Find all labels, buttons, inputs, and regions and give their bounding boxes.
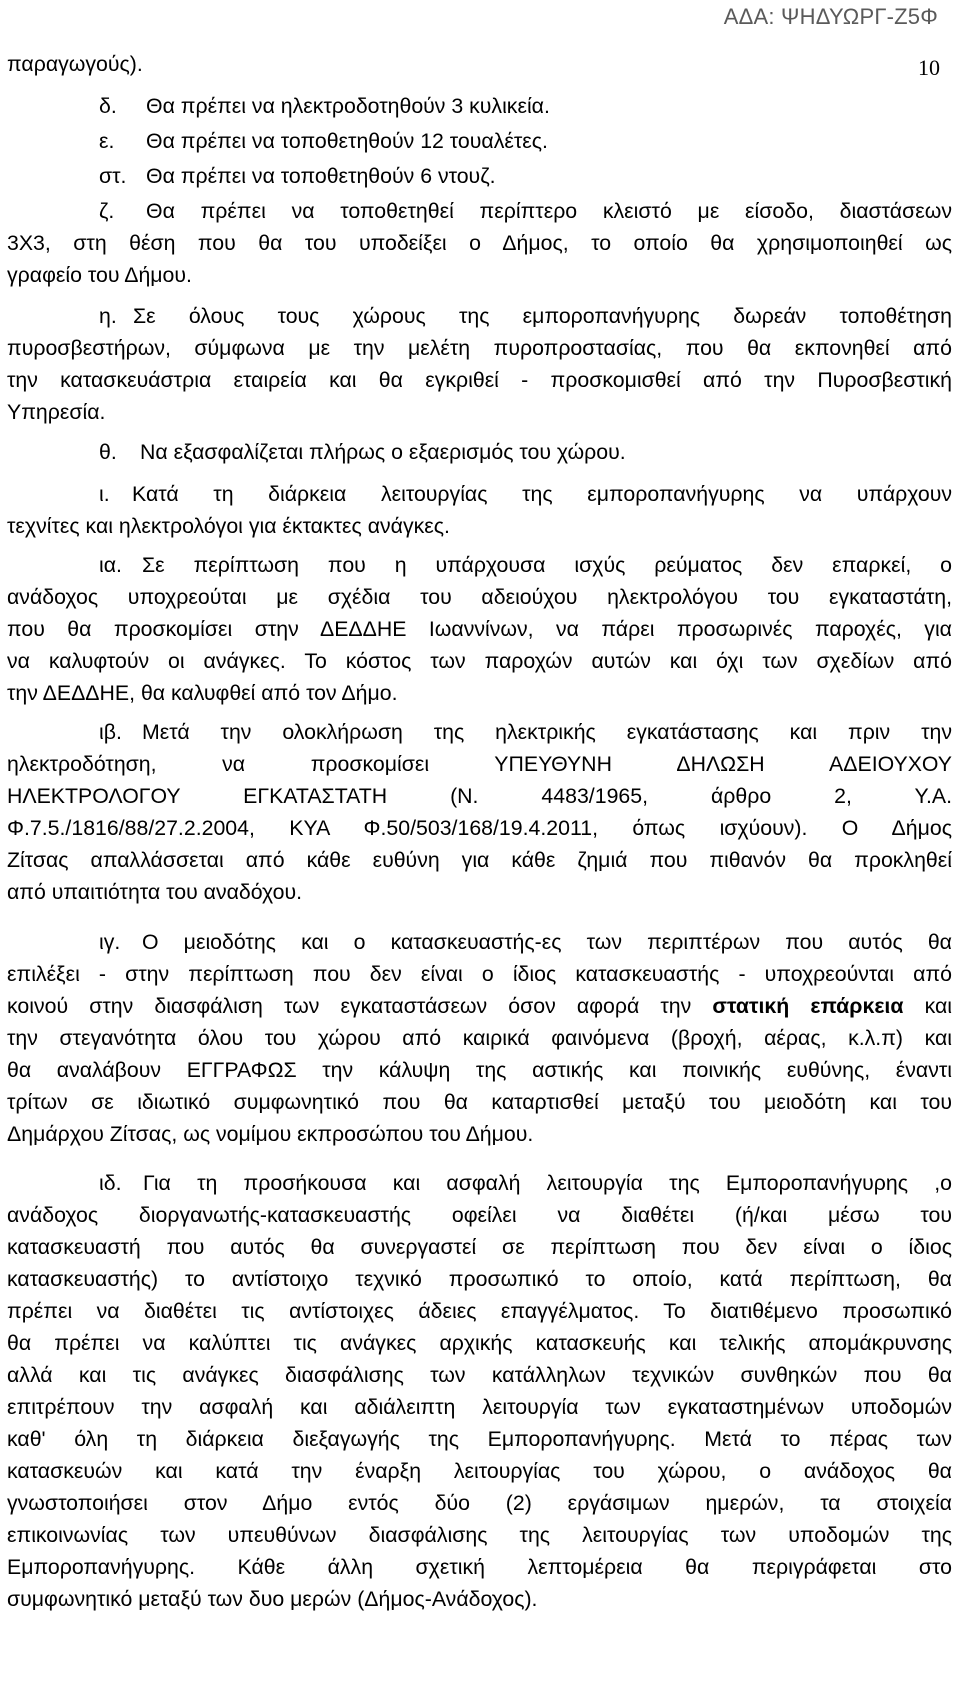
item-label: ια. (99, 553, 122, 577)
paragraph-line: επιλέξει - στην περίπτωση που δεν είναι ο ίδιος κατασκευαστής - υποχρεούνται από (7, 962, 952, 986)
item-theta (7, 437, 952, 467)
paragraph-line: ανάδοχος υποχρεούται με σχέδια του αδειούχου ηλεκτρολόγου του εγκαταστάτη, (7, 585, 952, 609)
paragraph-line: κατασκευών και κατά την έναρξη λειτουργίας του χώρου, ο ανάδοχος θα (7, 1459, 952, 1483)
paragraph-line: ανάδοχος διοργανωτής-κατασκευαστής οφείλει να διαθέτει (ή/και μέσω του (7, 1203, 952, 1227)
item-label: ιγ. (99, 930, 121, 954)
paragraph-line: την ΔΕΔΔΗΕ, θα καλυφθεί από τον Δήμο. (7, 681, 398, 705)
paragraph-line: καθ' όλη τη διάρκεια διεξαγωγής της Εμποροπανήγυρης. Μετά το πέρας των (7, 1427, 952, 1451)
item-text: Να εξασφαλίζεται πλήρως ο εξαερισμός του χώρου. (140, 440, 626, 464)
paragraph-line: τεχνίτες και ηλεκτρολόγοι για έκτακτες ανάγκες. (7, 514, 450, 538)
paragraph-line: ιβ. Μετά την ολοκλήρωση της ηλεκτρικής εγκατάστασης και πριν την (7, 717, 952, 747)
paragraph-line: κατασκευαστής) το αντίστοιχο τεχνικό προσωπικό το οποίο, κατά περίπτωση, θα (7, 1267, 952, 1291)
item-label: ιδ. (99, 1171, 122, 1195)
paragraph-line: γραφείο του Δήμου. (7, 263, 192, 287)
item-label: η. (99, 304, 117, 328)
paragraph-line: συμφωνητικό μεταξύ των δυο μερών (Δήμος-Ανάδοχος). (7, 1587, 538, 1611)
paragraph-line: κατασκευαστή που αυτός θα συνεργαστεί σε περίπτωση που δεν είναι ο ίδιος (7, 1235, 952, 1259)
paragraph-line: Ζίτσας απαλλάσσεται από κάθε ευθύνη για κάθε ζημιά που πιθανόν θα προκληθεί (7, 848, 952, 872)
page-number: 10 (918, 55, 940, 80)
item-label: στ. (99, 164, 127, 188)
paragraph-line: αλλά και τις ανάγκες διασφάλισης των κατάλληλων τεχνικών συνθηκών που θα (7, 1363, 952, 1387)
ada-code: ΑΔΑ: ΨΗΔΥΩΡΓ-Ζ5Φ (723, 4, 938, 29)
paragraph-line: Υπηρεσία. (7, 400, 106, 424)
paragraph-line: ΗΛΕΚΤΡΟΛΟΓΟΥ ΕΓΚΑΤΑΣΤΑΤΗ (Ν. 4483/1965, άρθρο 2, Υ.Α. (7, 784, 952, 808)
paragraph-line: την στεγανότητα όλου του χώρου από καιρικά φαινόμενα (βροχή, αέρας, κ.λ.π) και (7, 1026, 952, 1050)
item-label: ε. (99, 129, 115, 153)
item-text: Θα πρέπει να ηλεκτροδοτηθούν 3 κυλικεία. (146, 94, 550, 118)
item-st (7, 161, 952, 191)
paragraph-line: γνωστοποιήσει στον Δήμο εντός δύο (2) εργάσιμων ημερών, τα στοιχεία (7, 1491, 952, 1515)
paragraph-line: που θα προσκομίσει στην ΔΕΔΔΗΕ Ιωαννίνων, να πάρει προσωρινές παροχές, για (7, 617, 952, 641)
item-label: ιβ. (99, 720, 122, 744)
item-label: θ. (99, 440, 117, 464)
paragraph-line: επιτρέπουν την ασφαλή και αδιάλειπτη λειτουργία των εγκαταστημένων υποδομών (7, 1395, 952, 1419)
paragraph-line: πυροσβεστήρων, σύμφωνα με την μελέτη πυροπροστασίας, που θα εκπονηθεί από (7, 336, 952, 360)
paragraph-line: η. Σε όλους τους χώρους της εμποροπανήγυρης δωρεάν τοποθέτηση (7, 301, 952, 331)
item-label: ζ. (99, 199, 115, 223)
paragraph-line: πρέπει να διαθέτει τις αντίστοιχες άδειες επαγγέλματος. Το διατιθέμενο προσωπικό (7, 1299, 952, 1323)
paragraph-line: θα αναλάβουν ΕΓΓΡΑΦΩΣ την κάλυψη της αστικής και ποινικής ευθύνης, έναντι (7, 1058, 952, 1082)
paragraph-line: ηλεκτροδότηση, να προσκομίσει ΥΠΕΥΘΥΝΗ ΔΗΛΩΣΗ ΑΔΕΙΟΥΧΟΥ (7, 752, 952, 776)
paragraph-line: Δημάρχου Ζίτσας, ως νομίμου εκπροσώπου του Δήμου. (7, 1122, 534, 1146)
paragraph-line: ι. Κατά τη διάρκεια λειτουργίας της εμποροπανήγυρης να υπάρχουν (7, 479, 952, 509)
item-delta (7, 91, 952, 121)
item-epsilon (7, 126, 952, 156)
item-text: Θα πρέπει να τοποθετηθούν 12 τουαλέτες. (146, 129, 548, 153)
paragraph-line: από υπαιτιότητα του αναδόχου. (7, 880, 303, 904)
paragraph-line: τρίτων σε ιδιωτικό συμφωνητικό που θα καταρτισθεί μεταξύ του μειοδότη και του (7, 1090, 952, 1114)
prev-tail: παραγωγούς). (7, 52, 143, 76)
paragraph-line: ιδ. Για τη προσήκουσα και ασφαλή λειτουργία της Εμποροπανήγυρης ,ο (7, 1168, 952, 1198)
paragraph-line: ζ. Θα πρέπει να τοποθετηθεί περίπτερο κλειστό με είσοδο, διαστάσεων (7, 196, 952, 226)
paragraph-line: θα πρέπει να καλύπτει τις ανάγκες αρχικής κατασκευής και τελικής απομάκρυνσης (7, 1331, 952, 1355)
paragraph-line: την κατασκευάστρια εταιρεία και θα εγκριθεί - προσκομισθεί από την Πυροσβεστική (7, 368, 952, 392)
paragraph-line: ιγ. Ο μειοδότης και ο κατασκευαστής-ες των περιπτέρων που αυτός θα (7, 927, 952, 957)
paragraph-line: να καλυφτούν οι ανάγκες. Το κόστος των παροχών αυτών και όχι των σχεδίων από (7, 649, 952, 673)
paragraph-line: Εμποροπανήγυρης. Κάθε άλλη σχετική λεπτομέρεια θα περιγράφεται στο (7, 1555, 952, 1579)
paragraph-line: επικοινωνίας των υπευθύνων διασφάλισης της λειτουργίας των υποδομών της (7, 1523, 952, 1547)
paragraph-line: κοινού στην διασφάλιση των εγκαταστάσεων όσον αφορά την στατική επάρκεια και (7, 994, 952, 1018)
item-label: δ. (99, 94, 117, 118)
item-label: ι. (99, 482, 110, 506)
paragraph-line: ια. Σε περίπτωση που η υπάρχουσα ισχύς ρεύματος δεν επαρκεί, ο (7, 550, 952, 580)
paragraph-line: Φ.7.5./1816/88/27.2.2004, ΚΥΑ Φ.50/503/168/19.4.2011, όπως ισχύουν). Ο Δήμος (7, 816, 952, 840)
paragraph-line: 3Χ3, στη θέση που θα του υποδείξει ο Δήμος, το οποίο θα χρησιμοποιηθεί ως (7, 231, 952, 255)
item-text: Θα πρέπει να τοποθετηθούν 6 ντουζ. (146, 164, 496, 188)
bold-emphasis: στατική επάρκεια (712, 994, 904, 1018)
